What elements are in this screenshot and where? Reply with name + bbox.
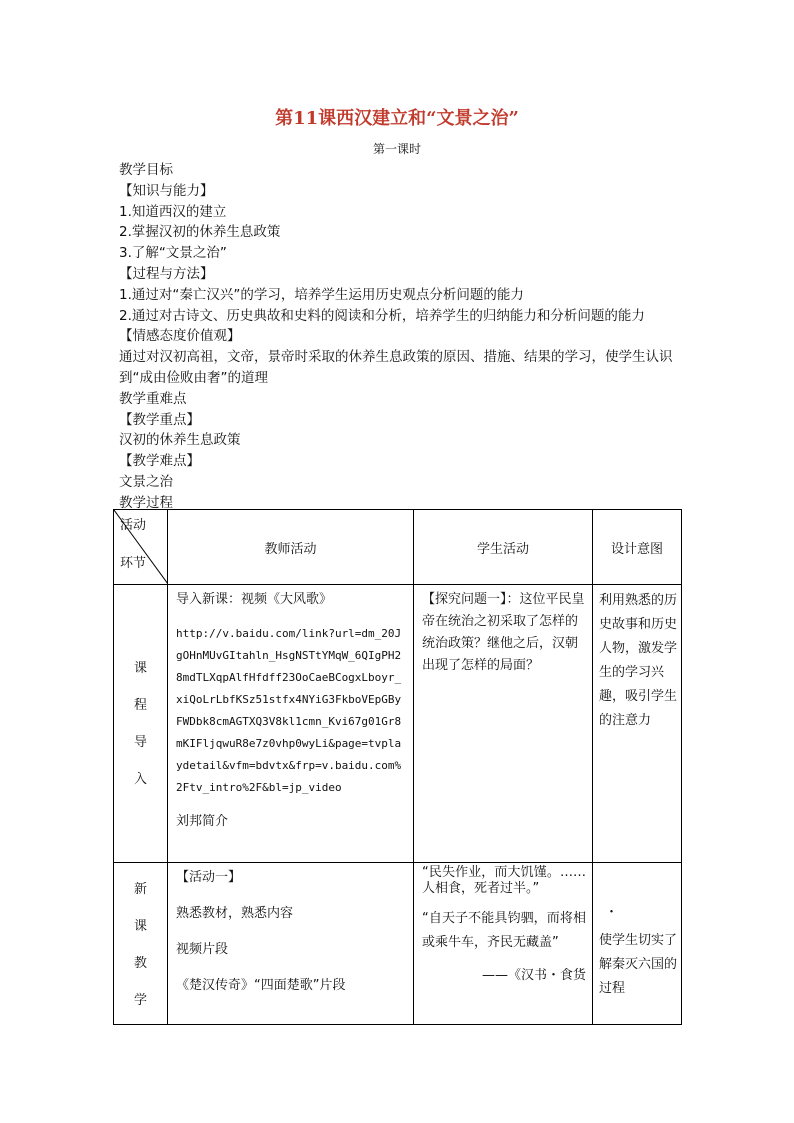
design-intent-cell: 利用熟悉的历史故事和历史人物，激发学生的学习兴趣，吸引学生的注意力 (593, 585, 682, 863)
quote-source: ——《汉书・食货 (481, 968, 586, 983)
teacher-activity-cell (168, 585, 414, 863)
lesson-title: 第11课西汉建立和“文景之治” (275, 108, 519, 129)
objective-item: 2.掌握汉初的休养生息政策 (119, 224, 281, 241)
teaching-process-table (113, 509, 682, 1025)
header-design-intent: 设计意图 (593, 510, 682, 585)
heading-emotion-values: 【情感态度价值观】 (119, 328, 241, 345)
objective-paragraph: 通过对汉初高祖，文帝，景帝时采取的休养生息政策的原因、措施、结果的学习，使学生认识到“成由俭败由奢”的道理 (119, 349, 673, 386)
bullet-mark: ・ (605, 905, 619, 920)
focus-item: 汉初的休养生息政策 (119, 432, 241, 449)
table-header-row (114, 510, 682, 585)
teacher-text: 视频片段 (176, 942, 229, 957)
teacher-text: 熟悉教材，熟悉内容 (176, 906, 294, 921)
table-row (114, 585, 682, 863)
historical-quote: “自天子不能具钧驷，而将相或乘牛车，齐民无藏盖” (422, 911, 586, 950)
design-intent-text: 使学生切实了解秦灭六国的过程 (599, 933, 678, 996)
corner-label-stage: 环节 (120, 556, 147, 571)
objective-item: 2.通过对古诗文、历史典故和史料的阅读和分析，培养学生的归纳能力和分析问题的能力 (119, 307, 645, 324)
stage-cell: 课程导入 (114, 585, 168, 863)
design-intent-cell (593, 863, 682, 1025)
table-row (114, 863, 682, 1025)
teacher-intro-text: 导入新课：视频《大风歌》 (176, 592, 333, 607)
stage-cell: 新课教学 (114, 863, 168, 1025)
objectives-section (119, 160, 689, 514)
corner-cell (114, 510, 168, 585)
heading-teaching-process: 教学过程 (119, 494, 173, 511)
heading-knowledge-ability: 【知识与能力】 (119, 182, 214, 199)
heading-teaching-objectives: 教学目标 (119, 162, 173, 178)
objective-item: 1.通过对“秦亡汉兴”的学习，培养学生运用历史观点分析问题的能力 (119, 286, 524, 303)
objective-item: 1.知道西汉的建立 (119, 203, 227, 220)
activity-label: 【活动一】 (176, 870, 242, 885)
objective-item: 3.了解“文景之治” (119, 245, 227, 262)
teacher-activity-cell (168, 863, 414, 1025)
teacher-intro-end: 刘邦简介 (176, 814, 229, 829)
lesson-subtitle: 第一课时 (372, 142, 421, 156)
video-link[interactable]: http://v.baidu.com/link?url=dm_20JgOHnMUvGItahln_HsgNSTtYMqW_6QIgPH28mdTLXqpAlfHfdff23OoCaeBCogxLboyr_xiQoLrLbfKSz51stfx4NYiG3FkboVEpGByFWDbk8cmAGTXQ3V8kl1cmn_Kvi67g01Gr8mKIFljqwuR8e7z0vhp0wyLi&page=tvplaydetail&vfm=bdvtx&frp=v.baidu.com%2Ftv_intro%2F&bl=jp_video (176, 627, 402, 794)
header-student-activity: 学生活动 (414, 510, 593, 585)
student-activity-cell (414, 863, 593, 1025)
heading-process-method: 【过程与方法】 (119, 265, 214, 282)
teacher-text: 《楚汉传奇》“四面楚歌”片段 (176, 978, 346, 993)
heading-teaching-focus: 【教学重点】 (119, 411, 200, 428)
heading-key-difficult: 教学重难点 (119, 390, 187, 407)
heading-teaching-difficulty: 【教学难点】 (119, 453, 200, 470)
difficulty-item: 文景之治 (119, 473, 173, 490)
corner-label-activity: 活动 (120, 518, 147, 533)
student-activity-cell: 【探究问题一】：这位平民皇帝在统治之初采取了怎样的统治政策？继他之后，汉朝出现了怎样的局面？ (414, 585, 593, 863)
header-teacher-activity: 教师活动 (168, 510, 414, 585)
historical-quote: “民失作业，而大饥馑。……人相食，死者过半。” (422, 865, 586, 896)
